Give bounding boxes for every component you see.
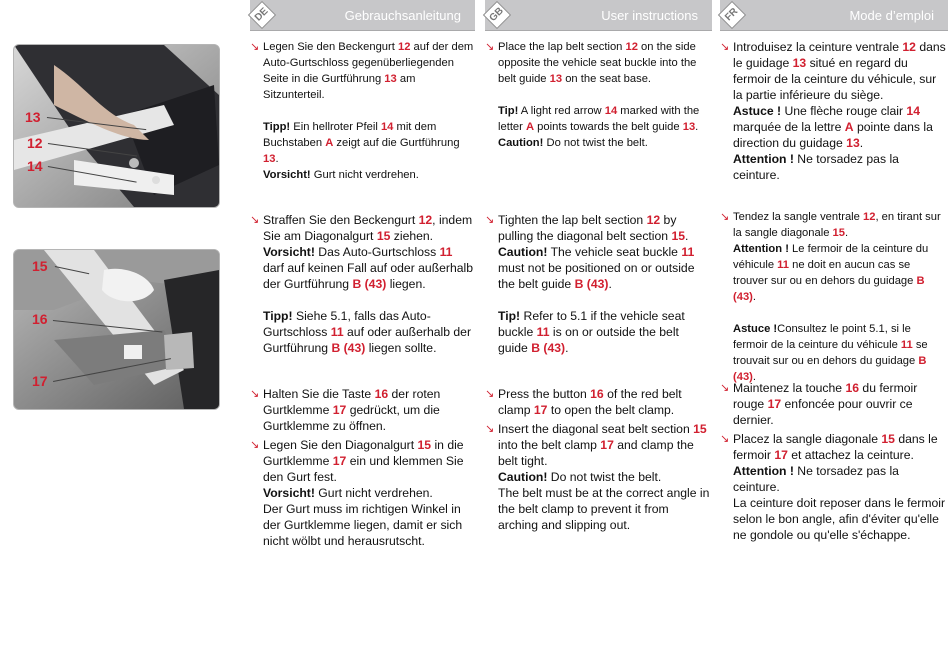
- step-arrow-icon: ↘: [485, 41, 495, 53]
- tip-text: Tipp! Siehe 5.1, falls das Auto-Gurtschloss 11 auf oder außerhalb der Gurtführung B (43) liegen sollte.: [263, 309, 471, 355]
- callout-16: 16: [32, 311, 48, 327]
- step-arrow-icon: ↘: [720, 41, 730, 53]
- instruction-step: ↘ Legen Sie den Diagonalgurt 15 in die Gurtklemme 17 ein und klemmen Sie den Gurt fest. Vorsicht! Gurt nicht verdrehen. Der Gurt muss im richtigen Winkel in der Gurtklemme liegen, damit er sich nicht wölbt und herausrutscht.: [250, 438, 464, 548]
- section-1: [485, 39, 712, 151]
- step-arrow-icon: ↘: [250, 439, 260, 451]
- caution-text: Vorsicht! Gurt nicht verdrehen.: [263, 169, 419, 181]
- column-english: [485, 0, 712, 532]
- column-german: [250, 0, 475, 548]
- instruction-step: ↘ Insert the diagonal seat belt section 15 into the belt clamp 17 and clamp the belt tight. Caution! Do not twist the belt. The belt must be at the correct angle in the belt clamp to prevent it from arching and slipping out.: [485, 422, 710, 532]
- instruction-step: ↘ Halten Sie die Taste 16 der roten Gurtklemme 17 gedrückt, um die Gurtklemme zu öffnen.: [250, 387, 441, 433]
- tip-text: Astuce !Consultez le point 5.1, si le fermoir de la ceinture du véhicule 11 se trouvait sur ou en dehors du guidage B (43).: [733, 323, 928, 383]
- tip-text: Tip! A light red arrow 14 marked with the letter A points towards the belt guide 13.: [498, 105, 700, 133]
- section-1: [720, 39, 948, 183]
- instruction-step: ↘ Place the lap belt section 12 on the side opposite the vehicle seat buckle into the belt guide 13 on the seat base.: [485, 41, 697, 85]
- tip-text: Tip! Refer to 5.1 if the vehicle seat buckle 11 is on or outside the belt guide B (43).: [498, 309, 685, 355]
- tip-text: Tipp! Ein hellroter Pfeil 14 mit dem Buchstaben A zeigt auf die Gurtführung 13.: [263, 121, 460, 165]
- instruction-step: ↘ Straffen Sie den Beckengurt 12, indem Sie am Diagonalgurt 15 ziehen. Vorsicht! Das Auto-Gurtschloss 11 darf auf keinen Fall auf oder außerhalb der Gurtführung B (43) liegen.: [250, 213, 474, 291]
- instruction-step: ↘ Legen Sie den Beckengurt 12 auf der dem Auto-Gurtschloss gegenüberliegenden Seite in die Gurtführung 13 am Sitzunterteil.: [250, 41, 474, 101]
- column-title: Mode d’emploi: [849, 8, 934, 23]
- instruction-step: ↘ Placez la sangle diagonale 15 dans le fermoir 17 et attachez la ceinture. Attention ! Ne torsadez pas la ceinture. La ceinture doit reposer dans le fermoir selon le bon angle, afin d'éviter qu'elle ne gondole ou qu'elle s'échappe.: [720, 432, 946, 542]
- column-french: [720, 0, 948, 542]
- section-2: [250, 212, 475, 356]
- instruction-step: ↘ Maintenez la touche 16 du fermoir rouge 17 enfoncée pour ouvrir ce dernier.: [720, 381, 918, 427]
- step-arrow-icon: ↘: [250, 388, 260, 400]
- instruction-step: ↘ Introduisez la ceinture ventrale 12 dans le guidage 13 situé en regard du fermoir de la ceinture du véhicule, sur la partie inférieure du siège. Astuce ! Une flèche rouge clair 14 marquée de la lettre A pointe dans la direction du guidage 13. Attention ! Ne torsadez pas la ceinture.: [720, 40, 946, 182]
- step-arrow-icon: ↘: [485, 388, 495, 400]
- callout-17: 17: [32, 373, 48, 389]
- section-3: [720, 380, 948, 543]
- callout-12: 12: [27, 135, 43, 151]
- callout-15: 15: [32, 258, 48, 274]
- step-arrow-icon: ↘: [485, 214, 495, 226]
- language-badge: GB: [483, 1, 511, 29]
- instruction-step: ↘ Tendez la sangle ventrale 12, en tirant sur la sangle diagonale 15. Attention ! Le fermoir de la ceinture du véhicule 11 ne doit en aucun cas se trouver sur ou en dehors du guidage B (43).: [720, 211, 941, 303]
- column-title: User instructions: [601, 8, 698, 23]
- step-arrow-icon: ↘: [250, 41, 260, 53]
- instruction-step: ↘ Tighten the lap belt section 12 by pulling the diagonal belt section 15. Caution! The vehicle seat buckle 11 must not be positioned on or outside the belt guide B (43).: [485, 213, 695, 291]
- section-3: [250, 386, 475, 549]
- column-header: [720, 0, 948, 31]
- step-arrow-icon: ↘: [485, 423, 495, 435]
- callout-13: 13: [25, 109, 41, 125]
- step-arrow-icon: ↘: [250, 214, 260, 226]
- caution-text: Caution! Do not twist the belt.: [498, 137, 648, 149]
- section-3: [485, 386, 712, 533]
- language-badge: DE: [248, 1, 276, 29]
- step-arrow-icon: ↘: [720, 433, 730, 445]
- step-arrow-icon: ↘: [720, 382, 730, 394]
- instruction-step: ↘ Press the button 16 of the red belt clamp 17 to open the belt clamp.: [485, 387, 682, 417]
- step-arrow-icon: ↘: [720, 211, 730, 223]
- column-title: Gebrauchsanleitung: [344, 8, 461, 23]
- column-header: [250, 0, 475, 31]
- section-2: [485, 212, 712, 356]
- column-header: [485, 0, 712, 31]
- section-1: [250, 39, 475, 183]
- language-badge: FR: [718, 1, 746, 29]
- callout-14: 14: [27, 158, 43, 174]
- section-2: [720, 209, 948, 385]
